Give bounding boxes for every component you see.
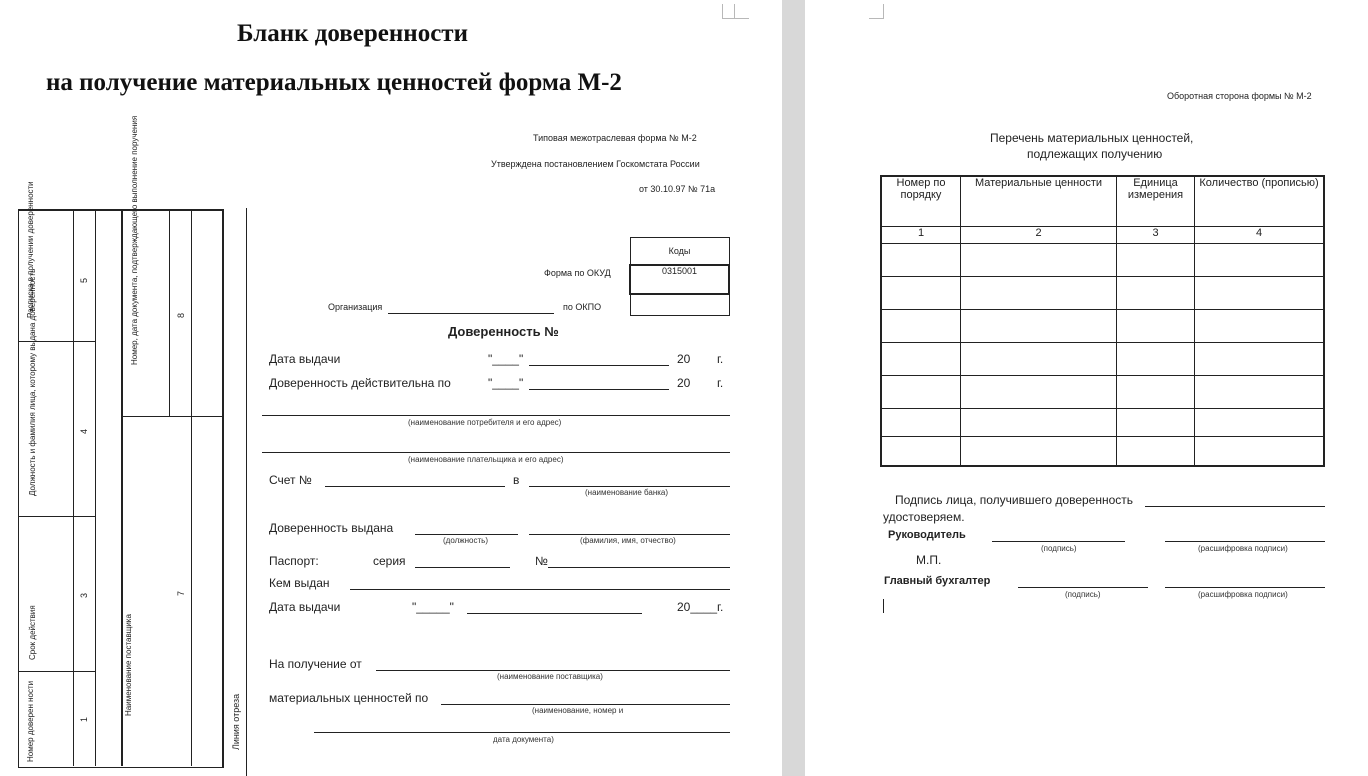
issued-by-field[interactable] [350,589,730,590]
stub-col7-header: Номер, дата документа, подтверждающего выполнение поручения [130,115,139,365]
supplier-caption: (наименование поставщика) [497,672,603,681]
stub-col-divider [73,209,74,766]
form-title-line2: на получение материальных ценностей форма М-2 [46,69,622,96]
stub-col-divider [191,209,192,766]
reverse-note: Оборотная сторона формы № М-2 [1167,91,1312,101]
year-suffix: г. [717,352,724,366]
organization-label: Организация [328,302,383,312]
codes-table [629,237,730,316]
stub-number: 7 [176,590,186,596]
col-number: 3 [1117,226,1195,243]
stub-col4-header: Должность и фамилия лица, которому выдана доверенность [28,268,37,496]
table-row[interactable] [881,408,1324,436]
sign-caption: (подпись) [1041,544,1077,553]
receive-from-label: На получение от [269,657,362,671]
document-field[interactable] [441,704,730,705]
valid-month-field[interactable] [529,389,669,390]
header-note: Утверждена постановлением Госкомстата России [491,159,700,169]
document-caption: (наименование, номер и [532,706,624,715]
okud-label: Форма по ОКУД [544,268,611,278]
col-header-quantity: Количество (прописью) [1195,176,1325,226]
stub-number: 1 [79,716,89,722]
stub-number: 5 [79,277,89,283]
certify-label: удостоверяем. [883,510,965,524]
stub-col-divider [95,209,96,766]
col-header-goods: Материальные ценности [961,176,1117,226]
stub-number: 8 [176,312,186,318]
page-back [805,0,1368,776]
stub-col1-header: Номер доверен ности [26,680,35,762]
decode-caption: (расшифровка подписи) [1198,544,1288,553]
stub-row-divider [121,416,222,417]
position-caption: (должность) [443,536,488,545]
issue-month2-field[interactable] [467,613,642,614]
stub-row-divider [18,671,95,672]
codes-header: Коды [630,238,729,266]
year-suffix: г. [717,376,724,390]
account-label: Счет № [269,473,312,487]
goods-label: материальных ценностей по [269,691,429,705]
stub-number: 4 [79,428,89,434]
year-blank[interactable]: 20____г. [677,600,724,614]
series-field[interactable] [415,567,510,568]
head-decode-field[interactable] [1165,541,1325,542]
organization-field[interactable] [388,313,554,314]
col-header-unit: Единица измерения [1117,176,1195,226]
text-cursor [883,599,884,613]
cut-line-label: Линия отреза [231,693,241,750]
col-number: 1 [881,226,961,243]
stub-col-divider [169,209,170,416]
payer-caption: (наименование плательщика и его адрес) [408,455,564,464]
list-title-line1: Перечень материальных ценностей, [990,131,1194,145]
number-label: № [535,554,548,568]
form-title-line1: Бланк доверенности [237,20,468,47]
table-row[interactable] [881,243,1324,276]
table-row[interactable] [881,375,1324,408]
table-row[interactable] [881,342,1324,375]
chief-accountant-label: Главный бухгалтер [884,575,991,587]
stub-col3-header: Срок действия [28,605,37,660]
stub-row-divider [18,516,95,517]
issue-date2-label: Дата выдачи [269,600,341,614]
col-number: 2 [961,226,1117,243]
issue-day2-field[interactable]: "_____" [412,600,454,614]
issue-date-label: Дата выдачи [269,352,341,366]
stub-number: 3 [79,592,89,598]
page-gap [782,0,805,776]
cut-line [246,208,247,776]
issue-day-field[interactable]: "____" [488,352,524,366]
stamp-label: М.П. [916,553,942,567]
bank-field[interactable] [529,486,730,487]
power-of-attorney-title: Доверенность № [448,324,559,339]
decode-caption: (расшифровка подписи) [1198,590,1288,599]
sign-caption: (подпись) [1065,590,1101,599]
accountant-decode-field[interactable] [1165,587,1325,588]
passport-label: Паспорт: [269,554,319,568]
head-label: Руководитель [888,529,966,541]
valid-day-field[interactable]: "____" [488,376,524,390]
position-field[interactable] [415,534,518,535]
issued-to-label: Доверенность выдана [269,521,394,535]
passport-number-field[interactable] [548,567,730,568]
stub-col5-header: Расписка в получении доверенности [26,181,35,318]
stub-col6-header: Наименование поставщика [124,614,133,716]
bank-caption: (наименование банка) [585,488,669,497]
goods-table [880,175,1325,467]
okud-value[interactable]: 0315001 [630,265,729,294]
table-row[interactable] [881,276,1324,309]
payer-field[interactable] [262,452,730,453]
document-date-field[interactable] [314,732,730,733]
year-prefix: 20 [677,376,691,390]
signature-field[interactable] [1145,506,1325,507]
issue-month-field[interactable] [529,365,669,366]
consumer-caption: (наименование потребителя и его адрес) [408,418,562,427]
table-row[interactable] [881,309,1324,342]
supplier-field[interactable] [376,670,730,671]
issued-by-label: Кем выдан [269,576,330,590]
fio-field[interactable] [529,534,730,535]
list-title-line2: подлежащих получению [1027,147,1163,161]
in-label: в [513,473,520,487]
signature-label: Подпись лица, получившего доверенность [895,493,1134,507]
accountant-sign-field[interactable] [1018,587,1148,588]
head-sign-field[interactable] [992,541,1125,542]
col-header-number: Номер по порядку [881,176,961,226]
stub-col-divider [121,209,123,766]
year-prefix: 20 [677,352,691,366]
valid-until-label: Доверенность действительна по [269,376,451,390]
account-field[interactable] [325,486,505,487]
col-number: 4 [1195,226,1325,243]
fio-caption: (фамилия, имя, отчество) [580,536,676,545]
okpo-label: по ОКПО [563,302,602,312]
table-row[interactable] [881,436,1324,466]
okpo-value[interactable] [630,294,729,316]
header-note: Типовая межотраслевая форма № М-2 [533,133,697,143]
consumer-field[interactable] [262,415,730,416]
series-label: серия [373,554,406,568]
crop-mark [869,4,884,19]
header-note: от 30.10.97 № 71а [639,184,716,194]
crop-mark [734,4,749,19]
document-date-caption: дата документа) [493,735,554,744]
